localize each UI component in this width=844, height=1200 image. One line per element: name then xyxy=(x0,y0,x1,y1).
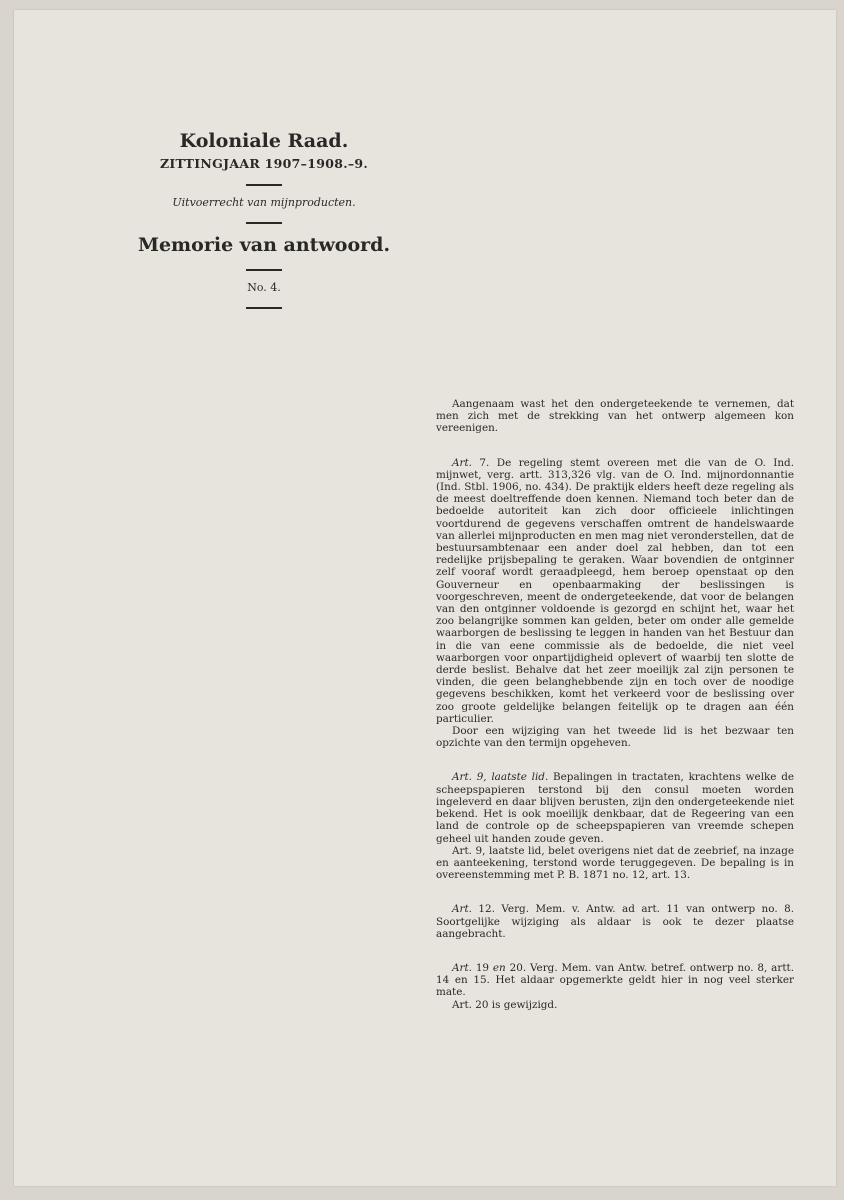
intro-section xyxy=(436,398,794,435)
art19-num: 19 xyxy=(471,961,493,974)
art7-text: 7. De regeling stemt overeen met die van de O. Ind. mijnwet, verg. artt. 313,326 vlg. van de O. Ind. mijnordonnantie (Ind. Stbl. 1906, no. 434). De praktijk elders heeft deze regeling als de meest doeltreffende doen kennen. Niemand toch beter dan de bedoelde autoriteit kan zich door officieele inlichtingen voortdurend de gegevens verschaffen omtrent de handelswaarde van allerlei mijnproducten en men mag niet veronderstellen, dat de bestuursambtenaar een ander doel zal hebben, dan tot een redelijke prijsbepaling te geraken. Waar bovendien de ontginner zelf vooraf wordt geraadpleegd, hem beroep openstaat op den Gouverneur en openbaarmaking der beslissingen is voorgeschreven, meent de ondergeteekende, dat voor de belangen van den ontginner voldoende is gezorgd en schijnt het, waar het zoo belangrijke sommen kan gelden, beter om onder alle gemelde waarborgen de beslissing te leggen in handen van het Bestuur dan in die van eene commissie als de bedoelde, die niet veel waarborgen voor onpartijdigheid oplevert of waarbij ten slotte de derde beslist. Behalve dat het zeer moeilijk zal zijn personen te vinden, die geen belanghebbende zijn en toch over de noodige gegevens beschikken, komt het verkeerd voor de beslissing over zoo groote geldelijke belangen feitelijk op te dragen aan één particulier. xyxy=(436,456,794,725)
art7-section xyxy=(436,457,794,750)
art12-label: Art. xyxy=(452,903,472,916)
document-header xyxy=(134,130,394,319)
art9-paragraph xyxy=(436,771,794,844)
art12-text: 12. Verg. Mem. v. Antw. ad art. 11 van ontwerp no. 8. Soortgelijke wijziging als aldaar is ook te dezer plaatse aangebracht. xyxy=(436,903,794,940)
art12-section xyxy=(436,903,794,940)
intro-paragraph: Aangenaam wast het den ondergeteekende te vernemen, dat men zich met de strekking van het ontwerp algemeen kon vereenigen. xyxy=(436,398,794,435)
art7-paragraph-2: Door een wijziging van het tweede lid is het bezwaar ten opzichte van den termijn opgeheven. xyxy=(436,725,794,750)
art19-en: en xyxy=(492,961,506,974)
session-year: ZITTINGJAAR 1907–1908.–9. xyxy=(159,156,369,171)
document-subject: Uitvoerrecht van mijnproducten. xyxy=(172,196,356,209)
document-type: Memorie van antwoord. xyxy=(137,234,391,256)
council-title: Koloniale Raad. xyxy=(179,130,349,152)
document-number: No. 4. xyxy=(247,281,281,294)
document-page xyxy=(14,10,836,1186)
art9-label: Art. 9, laatste lid. xyxy=(452,771,549,784)
art12-paragraph xyxy=(436,903,794,940)
art19-section xyxy=(436,962,794,1011)
art19-paragraph xyxy=(436,962,794,999)
header-divider xyxy=(246,307,282,309)
art19-paragraph-2: Art. 20 is gewijzigd. xyxy=(452,998,558,1011)
header-divider xyxy=(246,184,282,186)
art9-text: Bepalingen in tractaten, krachtens welke de scheepspapieren terstond bij den consul moeten worden ingeleverd en daar blijven berusten, zijn den ondergeteekende niet bekend. Het is ook moeilijk denkbaar, dat de Regeering van een land de controle op de scheepspapieren van vreemde schepen geheel uit handen zoude geven. xyxy=(436,771,795,845)
art7-paragraph xyxy=(436,457,794,725)
art7-label: Art. xyxy=(452,456,472,469)
document-body xyxy=(436,398,794,1033)
art9-section xyxy=(436,771,794,881)
art19-label: Art. xyxy=(452,961,472,974)
header-divider xyxy=(246,269,282,271)
art9-paragraph-2: Art. 9, laatste lid, belet overigens niet dat de zeebrief, na inzage en aanteekening, terstond worde teruggegeven. De bepaling is in overeenstemming met P. B. 1871 no. 12, art. 13. xyxy=(436,844,794,882)
art19-text: 20. Verg. Mem. van Antw. betref. ontwerp no. 8, artt. 14 en 15. Het aldaar opgemerkte geldt hier in nog veel sterker mate. xyxy=(436,961,794,999)
header-divider xyxy=(246,222,282,224)
